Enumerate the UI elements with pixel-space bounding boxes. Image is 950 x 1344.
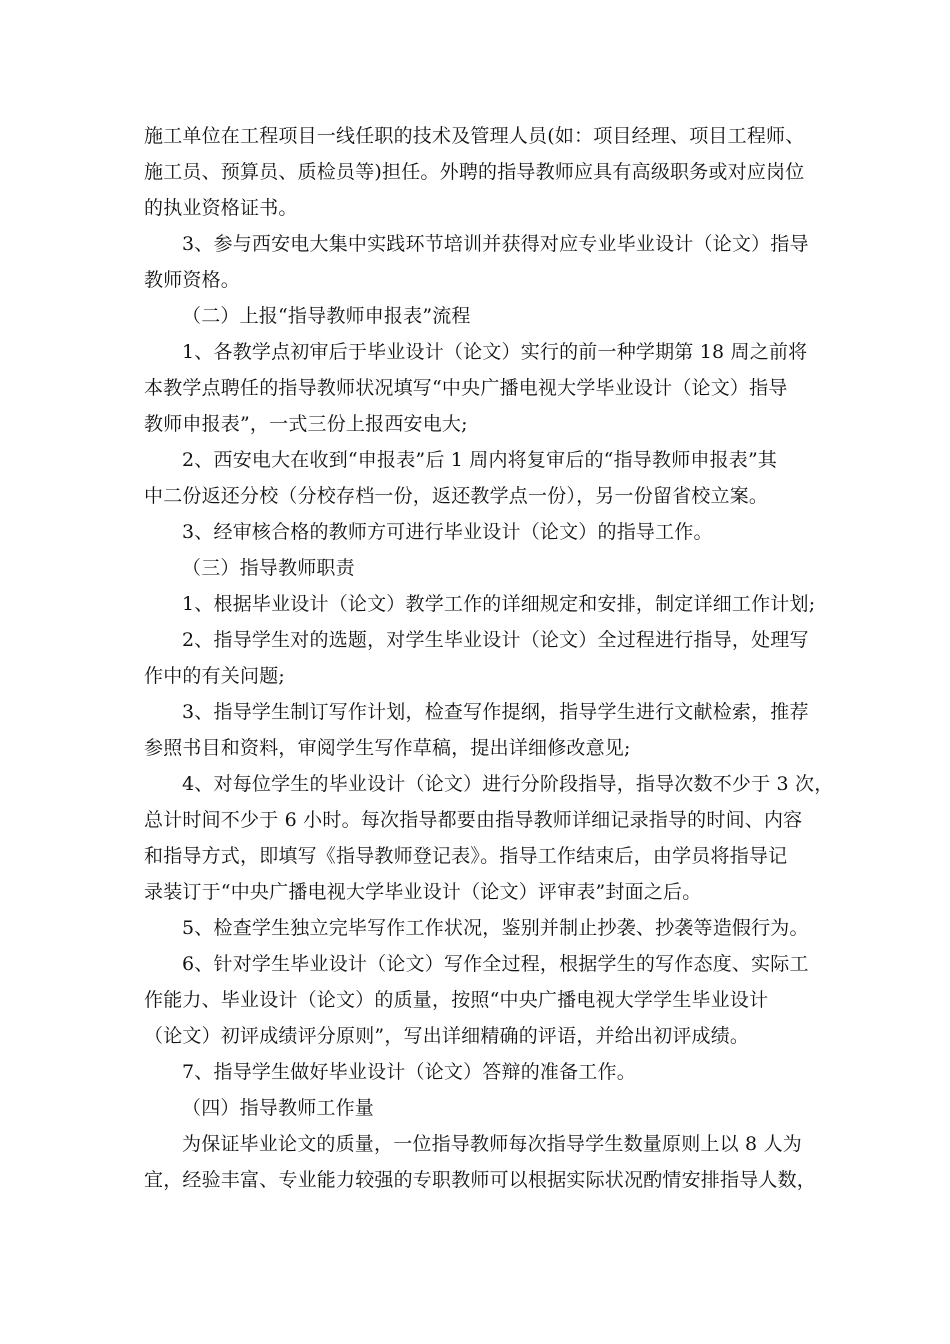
- text-line: 和指导方式，即填写《指导教师登记表》。指导工作结束后，由学员将指导记: [144, 845, 788, 867]
- text-line: 本教学点聘任的指导教师状况填写“中央广播电视大学毕业设计（论文）指导: [144, 377, 788, 399]
- text-line: 教师资格。: [144, 269, 241, 291]
- text-line: 总计时间不少于 6 小时。每次指导都要由指导教师详细记录指导的时间、内容: [144, 809, 803, 831]
- text-line: 施工单位在工程项目一线任职的技术及管理人员(如：项目经理、项目工程师、: [144, 125, 805, 147]
- text-line: 中二份返还分校（分校存档一份，返还教学点一份），另一份留省校立案。: [144, 485, 769, 507]
- text-line: 6、针对学生毕业设计（论文）写作全过程，根据学生的写作态度、实际工: [182, 953, 809, 975]
- text-line: 施工员、预算员、质检员等)担任。外聘的指导教师应具有高级职务或对应岗位: [144, 161, 805, 183]
- text-line: 5、检查学生独立完毕写作工作状况，鉴别并制止抄袭、抄袭等造假行为。: [182, 917, 809, 939]
- text-line: 教师申报表”，一式三份上报西安电大;: [144, 413, 468, 435]
- text-line: 1、根据毕业设计（论文）教学工作的详细规定和安排，制定详细工作计划;: [182, 593, 816, 615]
- text-line: 宜，经验丰富、专业能力较强的专职教师可以根据实际状况酌情安排指导人数，: [144, 1169, 817, 1191]
- section-heading: （二）上报“指导教师申报表”流程: [182, 305, 471, 327]
- text-line: 录装订于“中央广播电视大学毕业设计（论文）评审表”封面之后。: [144, 881, 702, 903]
- section-heading: （三）指导教师职责: [182, 557, 355, 579]
- text-line: 的执业资格证书。: [144, 197, 298, 219]
- text-line: 3、经审核合格的教师方可进行毕业设计（论文）的指导工作。: [182, 521, 713, 543]
- text-line: 作能力、毕业设计（论文）的质量，按照“中央广播电视大学学生毕业设计: [144, 989, 769, 1011]
- text-line: 参照书目和资料，审阅学生写作草稿，提出详细修改意见;: [144, 737, 631, 759]
- text-line: 2、指导学生对的选题，对学生毕业设计（论文）全过程进行指导，处理写: [182, 629, 809, 651]
- text-line: 为保证毕业论文的质量，一位指导教师每次指导学生数量原则上以 8 人为: [182, 1133, 802, 1155]
- text-line: 作中的有关问题;: [144, 665, 286, 687]
- section-heading: （四）指导教师工作量: [182, 1097, 375, 1119]
- text-line: （论文）初评成绩评分原则”，写出详细精确的评语，并给出初评成绩。: [144, 1025, 750, 1047]
- text-line: 7、指导学生做好毕业设计（论文）答辩的准备工作。: [182, 1061, 636, 1083]
- text-line: 2、西安电大在收到“申报表”后 1 周内将复审后的“指导教师申报表”其: [182, 449, 778, 471]
- text-line: 4、对每位学生的毕业设计（论文）进行分阶段指导，指导次数不少于 3 次，: [182, 773, 834, 795]
- text-line: 3、指导学生制订写作计划，检查写作提纲，指导学生进行文献检索，推荐: [182, 701, 809, 723]
- text-line: 3、参与西安电大集中实践环节培训并获得对应专业毕业设计（论文）指导: [182, 233, 809, 255]
- text-line: 1、各教学点初审后于毕业设计（论文）实行的前一种学期第 18 周之前将: [182, 341, 808, 363]
